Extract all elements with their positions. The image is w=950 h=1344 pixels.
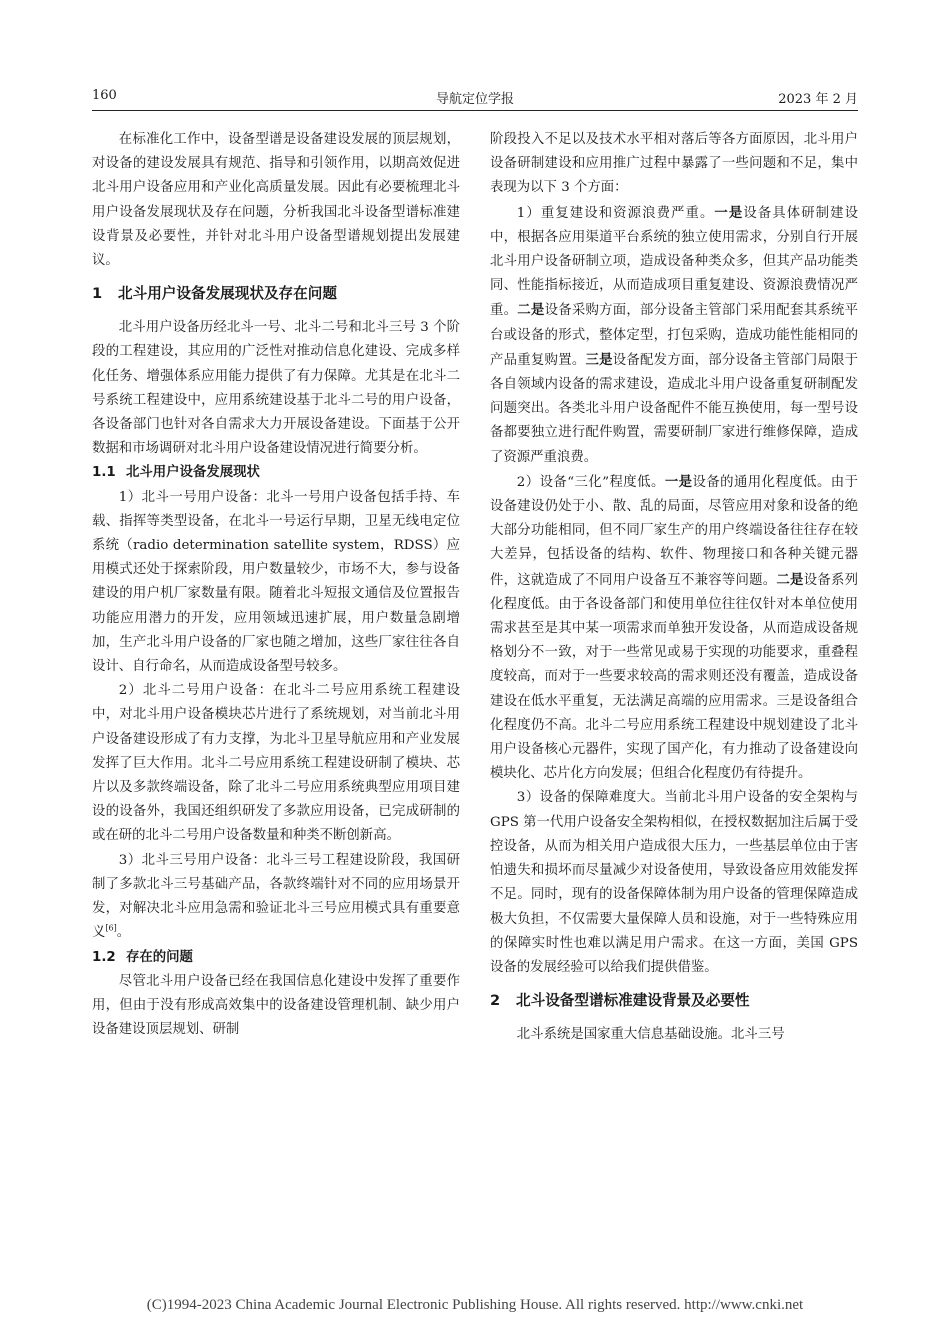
section-title: 北斗设备型谱标准建设背景及必要性 <box>516 992 750 1010</box>
body-paragraph: 2）北斗二号用户设备：在北斗二号应用系统工程建设中，对北斗用户设备模块芯片进行了系统规划，对当前北斗用户设备建设形成了有力支撑，为北斗卫星导航应用和产业发展发挥了巨大作用。北斗二号应用系统工程建设研制了模块、芯片以及多款终端设备，除了北斗二号应用系统典型应用项目建设的设备外，我国还组织研发了多款应用设备，已完成研制的或在研的北斗二号用户设备数量和种类不断创新高。 <box>92 683 460 844</box>
paragraph-text: 设备的通用化程度低。由于设备建设仍处于小、散、乱的局面，尽管应用对象和设备的绝大部分功能相同，但不同厂家生产的用户终端设备往往存在较大差异，包括设备的结构、软件、物理接口和各种关键元器件，这就造成了不同用户设备互不兼容等问题。 <box>490 474 859 588</box>
issue-1-paragraph <box>490 201 858 470</box>
enumeration-marker: 三是 <box>585 351 613 368</box>
body-paragraph: 北斗系统是国家重大信息基础设施。北斗三号 <box>516 1027 785 1043</box>
page-header <box>92 86 858 111</box>
paragraph-text: 3）北斗三号用户设备：北斗三号工程建设阶段，我国研制了多款北斗三号基础产品，各款终端针对不同的应用场景开发，对解决北斗应用急需和验证北斗三号应用模式具有重要意义 <box>92 852 460 941</box>
body-paragraph: 北斗用户设备历经北斗一号、北斗二号和北斗三号 3 个阶段的工程建设，其应用的广泛性对推动信息化建设、完成多样化任务、增强体系应用能力提供了有力保障。尤其是在北斗二号系统工程建设中，应用系统建设基于北斗二号的用户设备，各设备部门也针对各自需求大力开展设备建设。下面基于公开数据和市场调研对北斗用户设备建设情况进行简要分析。 <box>92 320 460 457</box>
subsection-title: 存在的问题 <box>126 949 193 965</box>
body-paragraph <box>92 849 460 946</box>
body-paragraph: 尽管北斗用户设备已经在我国信息化建设中发挥了重要作用，但由于没有形成高效集中的设备建设管理机制、缺少用户设备建设顶层规划、研制 <box>92 973 460 1038</box>
issue-date: 2023 年 2 月 <box>778 92 858 107</box>
section-number: 2 <box>490 992 501 1010</box>
subsection-1-1-heading <box>92 461 460 485</box>
right-column <box>490 128 858 1047</box>
left-column <box>92 128 460 1042</box>
paragraph-text: 设备采购方面，部分设备主管部门采用配套其系统平台或设备的形式，整体定型，打包采购，造成功能性能相同的产品重复购置。 <box>490 303 859 368</box>
paragraph-text: 设备具体研制建设中，根据各应用渠道平台系统的独立使用需求，分别自行开展北斗用户设备研制立项，造成设备种类众多，但其产品功能类同、性能指标接近，从而造成项目重复建设、资源浪费情况严重。 <box>490 205 858 319</box>
section-1-heading <box>92 282 460 306</box>
citation-link[interactable]: [6] <box>105 923 117 933</box>
issue-3-paragraph: 3）设备的保障难度大。当前北斗用户设备的安全架构与 GPS 第一代用户设备安全架构相似，在授权数据加注后属于受控设备，从而为相关用户造成很大压力，一些基层单位由于害怕遗失和损坏而尽量减少对设备使用，导致设备应用效能发挥不足。同时，现有的设备保障体制为用户设备的管理保障造成极大负担，不仅需要大量保障人员和设施，对于一些特殊应用的保障实时性也难以满足用户需求。在这一方面，美国 GPS 设备的发展经验可以给我们提供借鉴。 <box>490 790 858 975</box>
subsection-title: 北斗用户设备发展现状 <box>126 465 260 481</box>
issue-2-paragraph <box>490 470 858 787</box>
enumeration-marker: 一是 <box>664 473 693 490</box>
subsection-1-2-heading <box>92 946 460 970</box>
enumeration-marker: 二是 <box>776 571 804 588</box>
section-title: 北斗用户设备发展现状及存在问题 <box>118 285 337 303</box>
section-2-heading <box>490 989 858 1013</box>
paragraph-text: 设备配发方面，部分设备主管部门局限于各自领域内设备的需求建设，造成北斗用户设备重复研制配发问题突出。各类北斗用户设备配件不能互换使用，每一型号设备都要独立进行配件购置，需要研制厂家进行维修保障，造成了资源严重浪费。 <box>490 352 859 465</box>
paragraph-text: 设备系列化程度低。由于各设备部门和使用单位往往仅针对本单位使用需求甚至是其中某一项需求而单独开发设备，从而造成设备规格划分不一致，对于一些常见或易于实现的功能要求，重叠程度较高，而对于一些要求较高的需求则还没有覆盖，造成设备建设在低水平重复，无法满足高端的应用需求。三是设备组合化程度仍不高。北斗二号应用系统工程建设中规划建设了北斗用户设备核心元器件，实现了国产化，有力推动了设备建设向模块化、芯片化方向发展；但组合化程度仍有待提升。 <box>490 572 859 782</box>
enumeration-marker: 一是 <box>714 204 744 221</box>
paragraph-end: 。 <box>116 925 131 941</box>
subsection-number: 1.2 <box>92 949 116 965</box>
enumeration-marker: 二是 <box>517 302 545 319</box>
intro-paragraph: 在标准化工作中，设备型谱是设备建设发展的顶层规划，对设备的建设发展具有规范、指导和引领作用，以期高效促进北斗用户设备应用和产业化高质量发展。因此有必要梳理北斗用户设备发展现状及存在问题，分析我国北斗设备型谱标准建设背景及必要性，并针对北斗用户设备型谱规划提出发展建议。 <box>92 132 460 269</box>
subsection-number: 1.1 <box>92 465 116 481</box>
page-number: 160 <box>92 88 117 103</box>
section-number: 1 <box>92 285 103 303</box>
item-heading: 2）设备“三化”程度低。 <box>516 474 665 490</box>
continued-paragraph: 阶段投入不足以及技术水平相对落后等各方面原因，北斗用户设备研制建设和应用推广过程中暴露了一些问题和不足，集中表现为以下 3 个方面： <box>490 132 858 196</box>
copyright-footer: (C)1994-2023 China Academic Journal Electronic Publishing House. All rights reserved. http://www.cnki.net <box>146 1297 804 1313</box>
body-paragraph: 1）北斗一号用户设备：北斗一号用户设备包括手持、车载、指挥等类型设备，在北斗一号运行早期，卫星无线电定位系统（radio determination satellite system，RDSS）应用模式还处于探索阶段，用户数量较少，市场不大，参与设备建设的用户机厂家数量有限。随着北斗短报文通信及位置报告功能应用潜力的开发，应用领域迅速扩展，用户数量急剧增加，生产北斗用户设备的厂家也随之增加，这些厂家往往各自设计、自行命名，从而造成设备型号较多。 <box>92 489 460 675</box>
item-heading: 1）重复建设和资源浪费严重。 <box>516 205 715 221</box>
journal-name: 导航定位学报 <box>435 92 514 107</box>
